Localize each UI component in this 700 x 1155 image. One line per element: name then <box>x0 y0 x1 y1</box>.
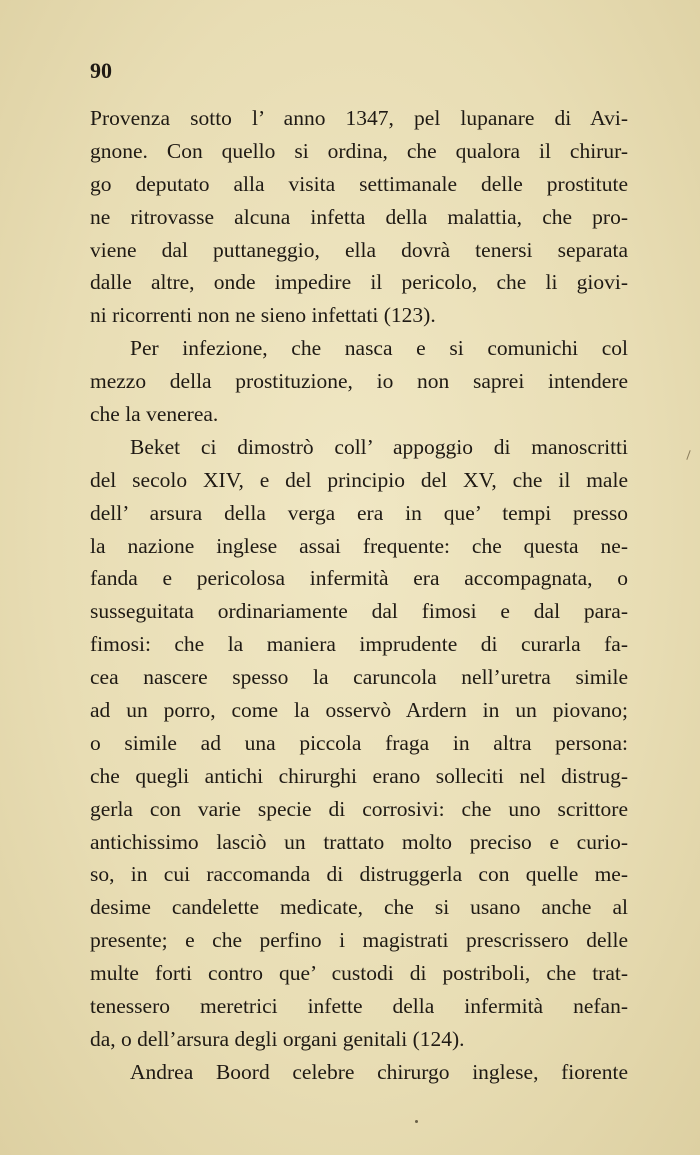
text-line: gerla con varie specie di corrosivi: che uno scrittore <box>90 796 628 821</box>
text-line: Andrea Boord celebre chirurgo inglese, fiorente <box>130 1059 628 1084</box>
page-number: 90 <box>90 58 112 83</box>
text-line: del secolo XIV, e del principio del XV, che il male <box>90 467 628 492</box>
text-line: fanda e pericolosa infermità era accompagnata, o <box>90 566 628 591</box>
margin-mark <box>686 450 690 460</box>
text-line: presente; e che perfino i magistrati prescrissero delle <box>90 928 628 953</box>
text-line: viene dal puttaneggio, ella dovrà tenersi separata <box>90 237 628 262</box>
ink-speck <box>415 1120 418 1123</box>
text-line: mezzo della prostituzione, io non saprei intendere <box>90 369 628 394</box>
text-line: o simile ad una piccola fraga in altra persona: <box>90 730 628 755</box>
body-text <box>90 102 628 1089</box>
text-line: susseguitata ordinariamente dal fimosi e dal para- <box>90 599 628 624</box>
text-line: fimosi: che la maniera imprudente di curarla fa- <box>90 632 628 657</box>
text-line: antichissimo lasciò un trattato molto preciso e curio- <box>90 829 628 854</box>
text-line: gnone. Con quello si ordina, che qualora il chirur- <box>90 138 628 163</box>
text-line: cea nascere spesso la caruncola nell’uretra simile <box>90 665 628 690</box>
text-line: ne ritrovasse alcuna infetta della malattia, che pro- <box>90 204 628 229</box>
text-line: ad un porro, come la osservò Ardern in un piovano; <box>90 698 628 723</box>
text-line: tenessero meretrici infette della infermità nefan- <box>90 994 628 1019</box>
text-line: dalle altre, onde impedire il pericolo, che li giovi- <box>90 270 628 295</box>
text-line: che la venerea. <box>90 402 219 427</box>
text-line: desime candelette medicate, che si usano anche al <box>90 895 628 920</box>
text-line: Provenza sotto l’ anno 1347, pel lupanare di Avi- <box>90 106 628 130</box>
text-line: so, in cui raccomanda di distruggerla con quelle me- <box>90 862 628 887</box>
text-line: che quegli antichi chirurghi erano solleciti nel distrug- <box>90 763 628 788</box>
text-line: go deputato alla visita settimanale delle prostitute <box>90 171 628 196</box>
text-line: la nazione inglese assai frequente: che questa ne- <box>90 533 628 558</box>
text-line: Beket ci dimostrò coll’ appoggio di manoscritti <box>130 434 628 459</box>
text-line: ni ricorrenti non ne sieno infettati (123). <box>90 303 436 328</box>
text-line: multe forti contro que’ custodi di postriboli, che trat- <box>90 961 628 986</box>
text-line: dell’ arsura della verga era in que’ tempi presso <box>90 500 628 525</box>
text-line: da, o dell’arsura degli organi genitali (124). <box>90 1026 465 1051</box>
text-line: Per infezione, che nasca e si comunichi col <box>130 336 628 361</box>
